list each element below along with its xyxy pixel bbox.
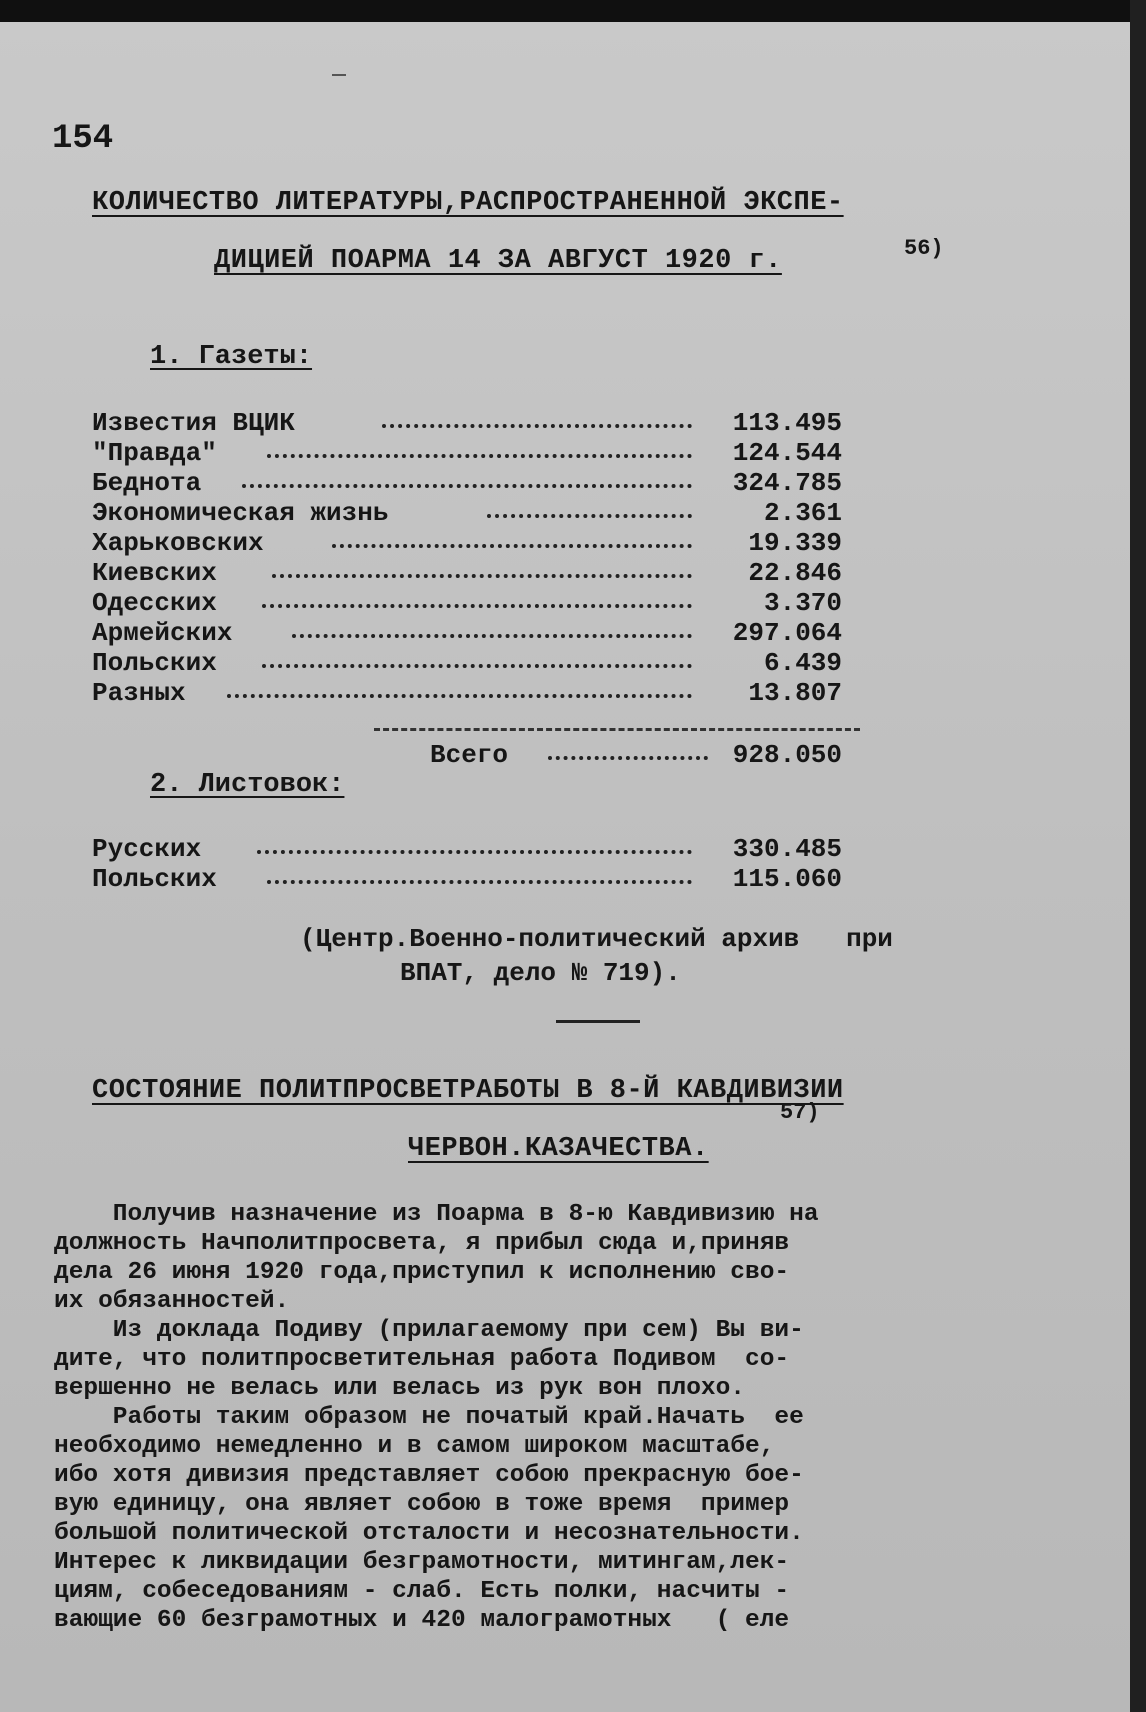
- row-name: Харьковских: [92, 528, 264, 558]
- row-value: 13.807: [748, 678, 842, 708]
- body-line: Получив назначение из Поарма в 8-ю Кавдивизию на: [54, 1201, 819, 1228]
- row-name: Разных: [92, 678, 186, 708]
- body-line: дела 26 июня 1920 года,приступил к исполнению сво-: [54, 1259, 790, 1286]
- scan-right-edge: [1130, 0, 1146, 1712]
- section-divider: [556, 1020, 640, 1023]
- title2-line2: ЧЕРВОН.КАЗАЧЕСТВА.: [408, 1134, 709, 1164]
- list-item: [92, 648, 842, 678]
- list-item: [92, 498, 842, 528]
- body-line: вающие 60 безграмотных и 420 малограмотных ( еле: [54, 1607, 790, 1634]
- body-line: Из доклада Подиву (прилагаемому при сем) Вы ви-: [54, 1317, 804, 1344]
- list-item: [92, 558, 842, 588]
- row-value: 3.370: [763, 588, 842, 618]
- row-value: 19.339: [748, 528, 842, 558]
- body-line: необходимо немедленно и в самом широком масштабе,: [54, 1433, 775, 1460]
- list-item: [92, 588, 842, 618]
- document-page: [0, 16, 1146, 1712]
- body-line: ибо хотя дивизия представляет собою прекрасную бое-: [54, 1462, 804, 1489]
- body-line: их обязанностей.: [54, 1288, 290, 1315]
- row-value: 115.060: [732, 864, 842, 894]
- title1-line1: КОЛИЧЕСТВО ЛИТЕРАТУРЫ,РАСПРОСТРАНЕННОЙ ЭКСПЕ-: [92, 188, 844, 218]
- scan-top-edge: [0, 0, 1146, 22]
- body-line: вершенно не велась или велась из рук вон плохо.: [54, 1375, 746, 1402]
- list-item: [92, 468, 842, 498]
- body-line: Интерес к ликвидации безграмотности, митингам,лек-: [54, 1549, 790, 1576]
- leader-dots: [272, 568, 692, 578]
- row-name: Экономическая жизнь: [92, 498, 389, 528]
- body-line: Работы таким образом не початый край.Начать ее: [54, 1404, 804, 1431]
- leader-dots: [267, 874, 692, 884]
- row-name: Одесских: [92, 588, 217, 618]
- leader-dots: [227, 688, 692, 698]
- archive-source: [300, 922, 1070, 990]
- row-name: Армейских: [92, 618, 233, 648]
- top-dash: [332, 74, 346, 76]
- row-value: 22.846: [748, 558, 842, 588]
- leader-dots: [382, 418, 692, 428]
- title1-footnote: 56): [904, 236, 944, 261]
- section1-heading: 1. Газеты:: [150, 342, 313, 372]
- page-number: 154: [52, 120, 114, 158]
- total-row: [430, 740, 842, 772]
- list-item: [92, 618, 842, 648]
- leader-dots: [242, 478, 692, 488]
- leader-dots: [292, 628, 692, 638]
- leader-dots: [262, 658, 692, 668]
- list-item: [92, 864, 842, 894]
- body-line: циям, собеседованиям - слаб. Есть полки, насчиты -: [54, 1578, 790, 1605]
- row-name: Польских: [92, 648, 217, 678]
- row-value: 324.785: [732, 468, 842, 498]
- row-name: "Правда": [92, 438, 217, 468]
- row-name: Известия ВЦИК: [92, 408, 295, 438]
- row-value: 6.439: [763, 648, 842, 678]
- body-line: должность Начполитпросвета, я прибыл сюда и,приняв: [54, 1230, 790, 1257]
- title2-footnote: 57): [780, 1100, 820, 1125]
- source-line1: (Центр.Военно-политический архив при: [300, 924, 893, 954]
- leader-dots: [548, 750, 708, 760]
- leader-dots: [332, 538, 692, 548]
- list-item: [92, 678, 842, 708]
- row-name: Киевских: [92, 558, 217, 588]
- source-line2: ВПАТ, дело № 719).: [400, 958, 681, 988]
- sum-divider: [374, 728, 860, 731]
- body-line: большой политической отсталости и несознательности.: [54, 1520, 804, 1547]
- row-name: Польских: [92, 864, 217, 894]
- body-line: дите, что политпросветительная работа Подивом со-: [54, 1346, 790, 1373]
- row-value: 113.495: [732, 408, 842, 438]
- row-value: 297.064: [732, 618, 842, 648]
- leader-dots: [257, 844, 692, 854]
- list-item: [92, 834, 842, 864]
- total-label: Всего: [430, 740, 509, 770]
- body-text: [54, 1200, 1064, 1635]
- title1-line2: ДИЦИЕЙ ПОАРМА 14 ЗА АВГУСТ 1920 г.: [214, 246, 782, 276]
- row-value: 2.361: [763, 498, 842, 528]
- total-value: 928.050: [732, 740, 842, 770]
- leader-dots: [487, 508, 692, 518]
- row-name: Русских: [92, 834, 202, 864]
- body-line: вую единицу, она являет собою в тоже время пример: [54, 1491, 790, 1518]
- leader-dots: [262, 598, 692, 608]
- section2-heading: 2. Листовок:: [150, 770, 345, 800]
- list-item: [92, 408, 842, 438]
- leader-dots: [267, 448, 692, 458]
- list-item: [92, 438, 842, 468]
- title2-line1: СОСТОЯНИЕ ПОЛИТПРОСВЕТРАБОТЫ В 8-Й КАВДИВИЗИИ: [92, 1076, 844, 1106]
- row-name: Беднота: [92, 468, 202, 498]
- row-value: 330.485: [732, 834, 842, 864]
- row-value: 124.544: [732, 438, 842, 468]
- list-item: [92, 528, 842, 558]
